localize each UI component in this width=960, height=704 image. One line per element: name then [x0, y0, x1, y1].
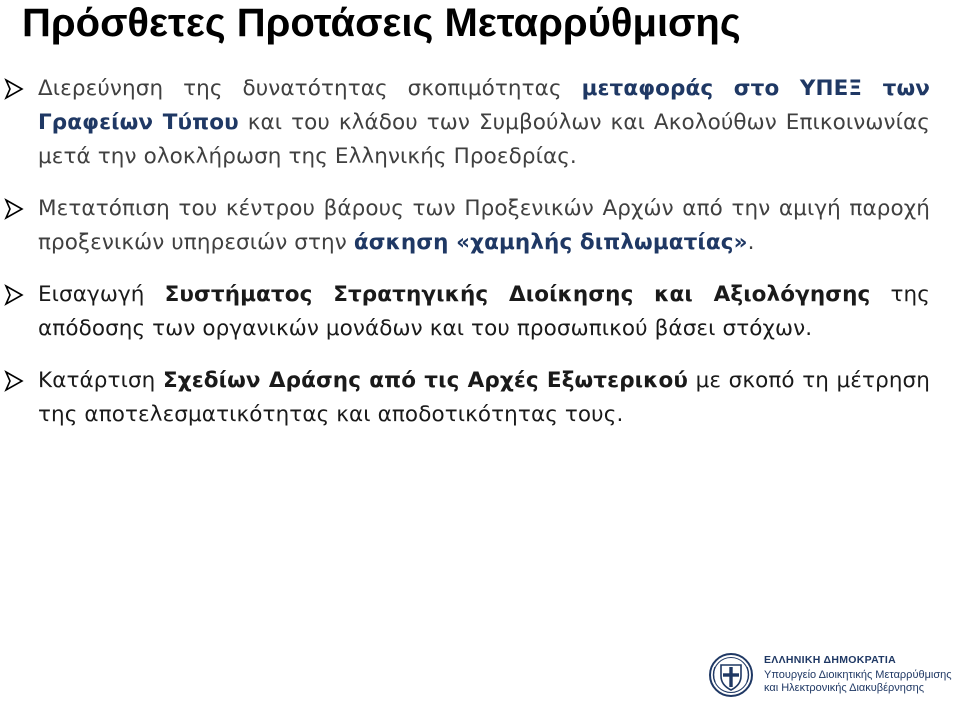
- bullet-item: [38, 278, 930, 346]
- bullet-item: [38, 364, 930, 432]
- bullet-item: [38, 72, 930, 174]
- arrowhead-bullet-icon: [4, 198, 24, 220]
- bullet-text: με σκοπό τη μέτρηση της αποτελεσματικότητας και αποδοτικότητας τους.: [38, 368, 930, 427]
- logo-country-name: ΕΛΛΗΝΙΚΗ ΔΗΜΟΚΡΑΤΙΑ: [764, 654, 896, 666]
- arrowhead-bullet-icon: [4, 370, 24, 392]
- bullet-emphasis: Συστήματος Στρατηγικής Διοίκησης και Αξιολόγησης: [164, 282, 871, 307]
- bullet-text: Μετατόπιση του κέντρου βάρους των Προξενικών Αρχών από την αμιγή παροχή προξενικών υπηρεσιών στην: [38, 196, 930, 255]
- bullet-emphasis: άσκηση «χαμηλής διπλωματίας»: [353, 230, 748, 255]
- arrowhead-bullet-icon: [4, 78, 24, 100]
- logo-ministry-line1: Υπουργείο Διοικητικής Μεταρρύθμισης: [764, 669, 952, 681]
- bullet-text: Εισαγωγή: [38, 282, 165, 307]
- bullet-text: .: [747, 230, 755, 255]
- logo-ministry-name: [764, 669, 952, 695]
- bullet-text: και του κλάδου των Συμβούλων και Ακολούθων Επικοινωνίας μετά την ολοκλήρωση της Ελληνικής Προεδρίας.: [38, 110, 930, 169]
- bullet-item: [38, 192, 930, 260]
- greek-republic-emblem-icon: [708, 652, 754, 698]
- slide-title: Πρόσθετες Προτάσεις Μεταρρύθμισης: [22, 1, 741, 45]
- bullet-text: Κατάρτιση: [38, 368, 163, 393]
- arrowhead-bullet-icon: [4, 284, 24, 306]
- bullet-emphasis: μεταφοράς στο ΥΠΕΞ των Γραφείων Τύπου: [38, 76, 930, 135]
- bullet-text: της απόδοσης των οργανικών μονάδων και του προσωπικού βάσει στόχων.: [38, 282, 930, 341]
- ministry-logo: [704, 650, 960, 704]
- bullet-emphasis: Σχεδίων Δράσης από τις Αρχές Εξωτερικού: [162, 368, 689, 393]
- logo-ministry-line2: και Ηλεκτρονικής Διακυβέρνησης: [764, 682, 925, 694]
- bullet-text: Διερεύνηση της δυνατότητας σκοπιμότητας: [38, 76, 582, 101]
